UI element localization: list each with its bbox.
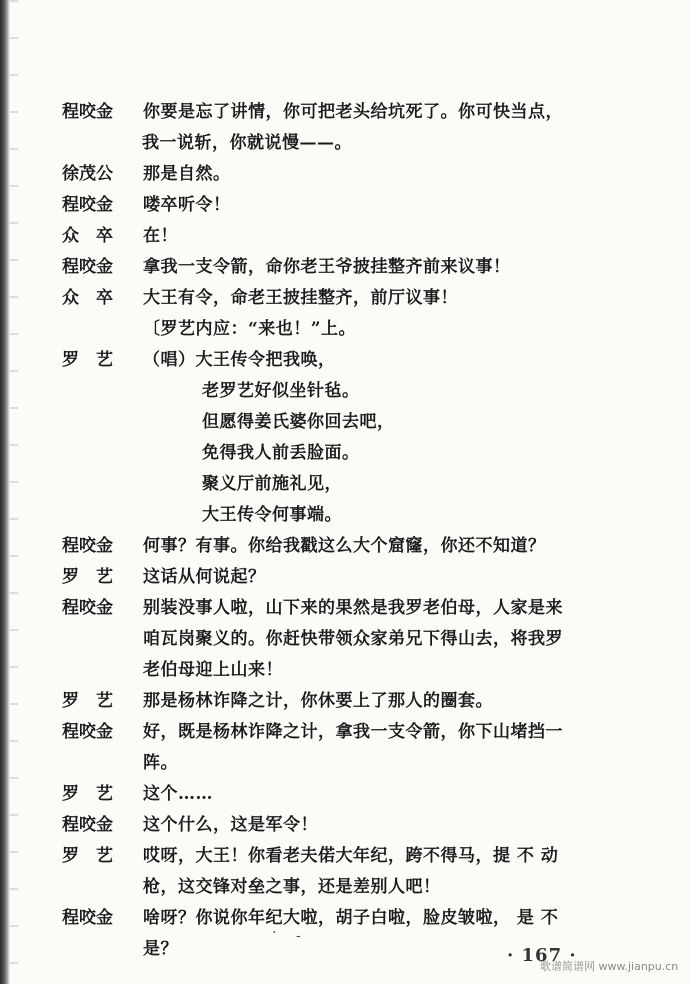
speaker-name: 罗 艺	[62, 846, 113, 866]
verse-line: 免得我人前丢脸面。	[202, 443, 360, 463]
dialogue-line: 老伯母迎上山来！	[143, 660, 283, 680]
dialogue-line: 哎呀，大王！你看老夫偌大年纪，跨不得马，提 不 动	[143, 846, 559, 866]
verse-line: 老罗艺好似坐针毡。	[202, 381, 360, 401]
speaker-name: 程咬金	[62, 722, 113, 742]
dialogue-line: 那是自然。	[143, 164, 231, 184]
sung-line: （唱）大王传令把我唤，	[143, 350, 336, 370]
dialogue-line: 喽卒听令！	[143, 195, 231, 215]
speaker-name: 罗 艺	[62, 567, 113, 587]
verse-line: 聚义厅前施礼见，	[202, 474, 342, 494]
page-number: · 167 ·	[507, 945, 577, 966]
verse-line: 但愿得姜氏婆你回去吧，	[202, 412, 395, 432]
speaker-name: 徐茂公	[62, 164, 113, 184]
dialogue-line: 拿我一支令箭，命你老王爷披挂整齐前来议事！	[143, 257, 511, 277]
dialogue-line: 何事？有事。你给我戳这么大个窟窿，你还不知道？	[143, 536, 546, 556]
speaker-name: 程咬金	[62, 102, 113, 122]
speaker-name: 程咬金	[62, 195, 113, 215]
dialogue-line: 好，既是杨林诈降之计，拿我一支令箭，你下山堵挡一	[143, 722, 563, 742]
speaker-name: 程咬金	[62, 815, 113, 835]
speaker-name: 程咬金	[62, 536, 113, 556]
dialogue-line: 啥呀？你说你年纪大啦，胡子白啦，脸皮皱啦， 是 不	[143, 908, 559, 928]
stage-direction: 〔罗艺内应：“来也！”上。	[143, 319, 357, 339]
dialogue-line: 枪，这交锋对垒之事，还是差别人吧！	[143, 877, 441, 897]
speaker-name: 众 卒	[62, 288, 113, 308]
print-speck: -	[296, 928, 301, 944]
dialogue-line: 这个什么，这是军令！	[143, 815, 318, 835]
speaker-name: 程咬金	[62, 908, 113, 928]
speaker-name: 罗 艺	[62, 784, 113, 804]
speaker-name: 众 卒	[62, 226, 113, 246]
dialogue-line: 你要是忘了讲情，你可把老头给坑死了。你可快当点，	[143, 102, 563, 122]
site-watermark: 歌谱简谱网 www.jianpu.cn	[540, 960, 679, 973]
speaker-name: 罗 艺	[62, 691, 113, 711]
dialogue-line: 我一说斩，你就说慢——。	[142, 133, 352, 153]
dialogue-line: 咱瓦岗聚义的。你赶快带领众家弟兄下得山去，将我罗	[143, 629, 563, 649]
dialogue-line: 是？	[143, 939, 178, 959]
verse-line: 大王传令何事端。	[202, 505, 342, 525]
dialogue-line: 这个……	[143, 784, 213, 804]
dialogue-line: 阵。	[143, 753, 178, 773]
speaker-name: 程咬金	[62, 598, 113, 618]
dialogue-line: 别装没事人啦，山下来的果然是我罗老伯母，人家是来	[143, 598, 563, 618]
dialogue-line: 这话从何说起？	[143, 567, 266, 587]
dialogue-line: 那是杨林诈降之计，你休要上了那人的圈套。	[143, 691, 493, 711]
dialogue-line: 在！	[143, 226, 178, 246]
speaker-name: 罗 艺	[62, 350, 113, 370]
speaker-name: 程咬金	[62, 257, 113, 277]
dialogue-line: 大王有令，命老王披挂整齐，前厅议事！	[143, 288, 458, 308]
print-speck: ·	[272, 925, 277, 941]
